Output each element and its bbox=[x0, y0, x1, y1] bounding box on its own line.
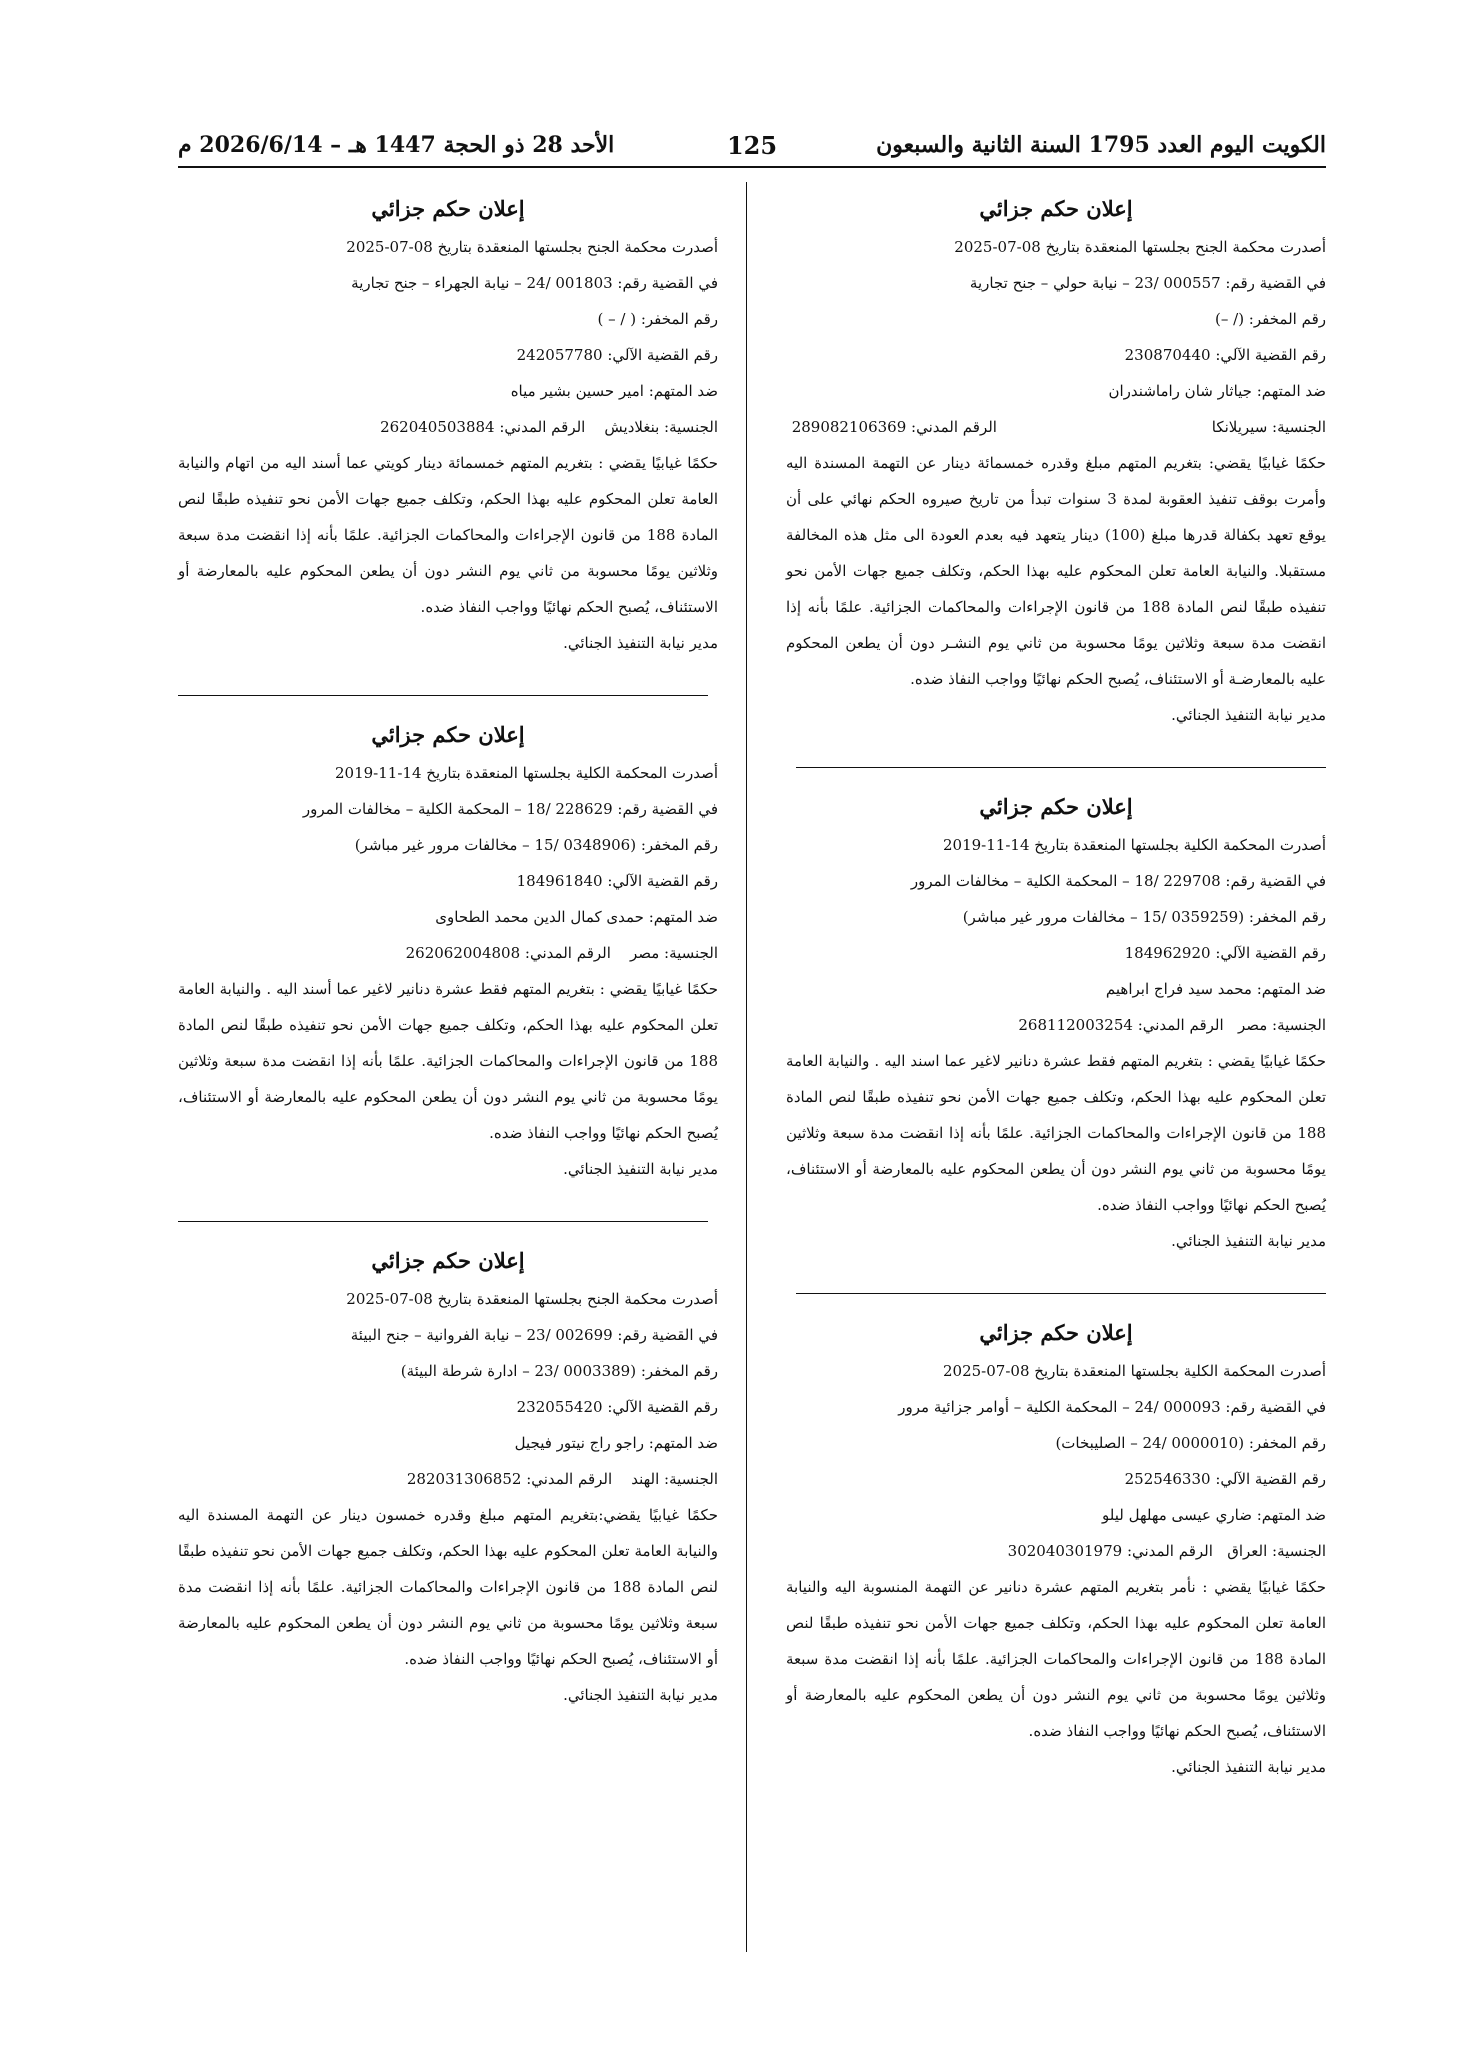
notice-separator bbox=[178, 1221, 708, 1222]
header-issue: الكويت اليوم العدد 1795 السنة الثانية والسبعون bbox=[876, 132, 1326, 158]
nationality-civil-row bbox=[786, 1007, 1326, 1043]
notice-title: إعلان حكم جزائي bbox=[371, 196, 525, 221]
header-date: الأحد 28 ذو الحجة 1447 هـ – 2026/6/14 م bbox=[178, 132, 615, 158]
court-line: أصدرت محكمة الجنح بجلستها المنعقدة بتاريخ 08-07-2025 bbox=[346, 238, 718, 256]
auto-case-number: رقم القضية الآلي: 252546330 bbox=[1124, 1470, 1326, 1488]
accused-name: ضد المتهم: امير حسين بشير مياه bbox=[510, 382, 718, 400]
judgment-notice bbox=[178, 722, 718, 1187]
nationality-civil-row bbox=[786, 1533, 1326, 1569]
station-number: رقم المخفر: (0000010 /24 – الصليبخات) bbox=[1055, 1434, 1326, 1452]
civil-id: الرقم المدني: 262040503884 bbox=[380, 418, 586, 436]
judgment-notice bbox=[786, 1320, 1326, 1785]
civil-id: الرقم المدني: 262062004808 bbox=[405, 944, 611, 962]
auto-case-number: رقم القضية الآلي: 242057780 bbox=[516, 346, 718, 364]
case-number: في القضية رقم: 229708 /18 – المحكمة الكلية – مخالفات المرور bbox=[910, 872, 1326, 890]
notice-separator bbox=[178, 695, 708, 696]
nationality: الجنسية: العراق bbox=[1227, 1542, 1326, 1560]
civil-id: الرقم المدني: 282031306852 bbox=[406, 1470, 613, 1488]
accused-name: ضد المتهم: ضاري عيسى مهلهل ليلو bbox=[1102, 1506, 1326, 1524]
left-column bbox=[178, 190, 718, 1713]
court-line: أصدرت المحكمة الكلية بجلستها المنعقدة بتاريخ 14-11-2019 bbox=[334, 764, 718, 782]
nationality-civil-row bbox=[178, 409, 718, 445]
case-number: في القضية رقم: 002699 /23 – نيابة الفروانية – جنح البيئة bbox=[350, 1326, 718, 1344]
nationality-civil-row bbox=[178, 1461, 718, 1497]
page-header bbox=[178, 120, 1326, 168]
signature: مدير نيابة التنفيذ الجنائي. bbox=[563, 1160, 718, 1178]
signature: مدير نيابة التنفيذ الجنائي. bbox=[563, 1686, 718, 1704]
court-line: أصدرت المحكمة الكلية بجلستها المنعقدة بتاريخ 08-07-2025 bbox=[942, 1362, 1326, 1380]
column-divider bbox=[746, 182, 747, 1952]
notice-title: إعلان حكم جزائي bbox=[371, 722, 525, 747]
accused-name: ضد المتهم: حمدى كمال الدين محمد الطحاوى bbox=[435, 908, 718, 926]
accused-name: ضد المتهم: جياثار شان راماشندران bbox=[1108, 382, 1326, 400]
station-number: رقم المخفر: ( / – ) bbox=[597, 310, 718, 328]
notice-title: إعلان حكم جزائي bbox=[371, 1248, 525, 1273]
notice-title: إعلان حكم جزائي bbox=[979, 196, 1133, 221]
station-number: رقم المخفر: (0348906 /15 – مخالفات مرور غير مباشر) bbox=[354, 836, 718, 854]
nationality: الجنسية: مصر bbox=[1237, 1016, 1326, 1034]
signature: مدير نيابة التنفيذ الجنائي. bbox=[1171, 1758, 1326, 1776]
notice-separator bbox=[796, 767, 1326, 768]
judgment-text: حكمًا غيابيًا يقضي : بتغريم المتهم فقط عشرة دنانير لاغير عما اسند اليه . والنيابة العامة تعلن المحكوم عليه بهذا الحكم، وتكلف جميع جهات الأمن نحو تنفيذه طبقًا لنص المادة 188 من قانون الإجراءات والمحاكمات الجزائية. علمًا بأنه إذا انقضت مدة سبعة وثلاثين يومًا محسوبة من ثاني يوم النشر دون أن يطعن المحكوم عليه بالمعارضة أو الاستئناف، يُصبح الحكم نهائيًا وواجب النفاذ ضده. bbox=[786, 1052, 1326, 1214]
judgment-text: حكمًا غيابيًا يقضي : بتغريم المتهم خمسمائة دينار كويتي عما أسند اليه من اتهام والنيابة العامة تعلن المحكوم عليه بهذا الحكم، وتكلف جميع جهات الأمن نحو تنفيذه طبقًا لنص المادة 188 من قانون الإجراءات والمحاكمات الجزائية. علمًا بأنه إذا انقضت مدة سبعة وثلاثين يومًا محسوبة من ثاني يوم النشر دون أن يطعن المحكوم عليه بالمعارضة أو الاستئناف، يُصبح الحكم نهائيًا وواجب النفاذ ضده. bbox=[178, 454, 718, 616]
judgment-text: حكمًا غيابيًا يقضي : نأمر بتغريم المتهم عشرة دنانير عن التهمة المنسوبة اليه والنيابة العامة تعلن المحكوم عليه بهذا الحكم، وتكلف جميع جهات الأمن نحو تنفيذه طبقًا لنص المادة 188 من قانون الإجراءات والمحاكمات الجزائية. علمًا بأنه إذا انقضت مدة سبعة وثلاثين يومًا محسوبة من ثاني يوم النشر دون أن يطعن المحكوم عليه بالمعارضة أو الاستئناف، يُصبح الحكم نهائيًا وواجب النفاذ ضده. bbox=[786, 1578, 1326, 1740]
nationality: الجنسية: سيريلانكا bbox=[1211, 418, 1326, 436]
signature: مدير نيابة التنفيذ الجنائي. bbox=[1171, 1232, 1326, 1250]
case-number: في القضية رقم: 000557 /23 – نيابة حولي – جنح تجارية bbox=[969, 274, 1326, 292]
right-column bbox=[786, 190, 1326, 1785]
judgment-text: حكمًا غيابيًا يقضي : بتغريم المتهم فقط عشرة دنانير لاغير عما أسند اليه . والنيابة العامة تعلن المحكوم عليه بهذا الحكم، وتكلف جميع جهات الأمن نحو تنفيذه طبقًا لنص المادة 188 من قانون الإجراءات والمحاكمات الجزائية. علمًا بأنه إذا انقضت مدة سبعة وثلاثين يومًا محسوبة من ثاني يوم النشر دون أن يطعن المحكوم عليه بالمعارضة أو الاستئناف، يُصبح الحكم نهائيًا وواجب النفاذ ضده. bbox=[178, 980, 718, 1142]
nationality: الجنسية: بنغلاديش bbox=[604, 418, 718, 436]
judgment-notice bbox=[786, 196, 1326, 733]
nationality: الجنسية: الهند bbox=[631, 1470, 718, 1488]
station-number: رقم المخفر: (0003389 /23 – ادارة شرطة البيئة) bbox=[400, 1362, 718, 1380]
station-number: رقم المخفر: (/ –) bbox=[1215, 310, 1326, 328]
station-number: رقم المخفر: (0359259 /15 – مخالفات مرور غير مباشر) bbox=[962, 908, 1326, 926]
civil-id: الرقم المدني: 268112003254 bbox=[1018, 1016, 1224, 1034]
signature: مدير نيابة التنفيذ الجنائي. bbox=[563, 634, 718, 652]
court-line: أصدرت المحكمة الكلية بجلستها المنعقدة بتاريخ 14-11-2019 bbox=[942, 836, 1326, 854]
signature: مدير نيابة التنفيذ الجنائي. bbox=[1171, 706, 1326, 724]
court-line: أصدرت محكمة الجنح بجلستها المنعقدة بتاريخ 08-07-2025 bbox=[346, 1290, 718, 1308]
auto-case-number: رقم القضية الآلي: 232055420 bbox=[516, 1398, 718, 1416]
case-number: في القضية رقم: 001803 /24 – نيابة الجهراء – جنح تجارية bbox=[351, 274, 718, 292]
nationality-civil-row bbox=[786, 409, 1326, 445]
notice-title: إعلان حكم جزائي bbox=[979, 794, 1133, 819]
judgment-text: حكمًا غيابيًا يقضي:بتغريم المتهم مبلغ وقدره خمسون دينار عن التهمة المسندة اليه والنيابة العامة تعلن المحكوم عليه بهذا الحكم، وتكلف جميع جهات الأمن نحو تنفيذه طبقًا لنص المادة 188 من قانون الإجراءات والمحاكمات الجزائية. علمًا بأنه إذا انقضت مدة سبعة وثلاثين يومًا محسوبة من ثاني يوم النشر دون أن يطعن المحكوم عليه بالمعارضة أو الاستئناف، يُصبح الحكم نهائيًا وواجب النفاذ ضده. bbox=[178, 1506, 718, 1668]
auto-case-number: رقم القضية الآلي: 184961840 bbox=[516, 872, 718, 890]
case-number: في القضية رقم: 000093 /24 – المحكمة الكلية – أوامر جزائية مرور bbox=[898, 1398, 1326, 1416]
judgment-notice bbox=[178, 196, 718, 661]
court-line: أصدرت محكمة الجنح بجلستها المنعقدة بتاريخ 08-07-2025 bbox=[954, 238, 1326, 256]
judgment-notice bbox=[786, 794, 1326, 1259]
notice-title: إعلان حكم جزائي bbox=[979, 1320, 1133, 1345]
auto-case-number: رقم القضية الآلي: 230870440 bbox=[1124, 346, 1326, 364]
notice-separator bbox=[796, 1293, 1326, 1294]
nationality-civil-row bbox=[178, 935, 718, 971]
auto-case-number: رقم القضية الآلي: 184962920 bbox=[1124, 944, 1326, 962]
accused-name: ضد المتهم: محمد سيد فراج ابراهيم bbox=[1105, 980, 1326, 998]
judgment-notice bbox=[178, 1248, 718, 1713]
page-number: 125 bbox=[726, 131, 778, 160]
accused-name: ضد المتهم: راجو راج نيتور فيجيل bbox=[514, 1434, 718, 1452]
case-number: في القضية رقم: 228629 /18 – المحكمة الكلية – مخالفات المرور bbox=[302, 800, 718, 818]
nationality: الجنسية: مصر bbox=[629, 944, 718, 962]
civil-id: الرقم المدني: 289082106369 bbox=[791, 418, 997, 436]
judgment-text: حكمًا غيابيًا يقضي: بتغريم المتهم مبلغ وقدره خمسمائة دينار عن التهمة المسندة اليه وأمرت بوقف تنفيذ العقوبة لمدة 3 سنوات تبدأ من تاريخ صيروه الحكم نهائي على أن يوقع تعهد بكفالة قدرها مبلغ (100) دينار يتعهد فيه بعدم العودة الى مثل هذه المخالفة مستقبلا. والنيابة العامة تعلن المحكوم عليه بهذا الحكم، وتكلف جميع جهات الأمن نحو تنفيذه طبقًا لنص المادة 188 من قانون الإجراءات والمحاكمات الجزائية. علمًا بأنه إذا انقضت مدة سبعة وثلاثين يومًا محسوبة من ثاني يوم النشـر دون أن يطعن المحكوم عليه بالمعارضـة أو الاستئناف، يُصبح الحكم نهائيًا وواجب النفاذ ضده. bbox=[786, 454, 1327, 688]
civil-id: الرقم المدني: 302040301979 bbox=[1007, 1542, 1213, 1560]
